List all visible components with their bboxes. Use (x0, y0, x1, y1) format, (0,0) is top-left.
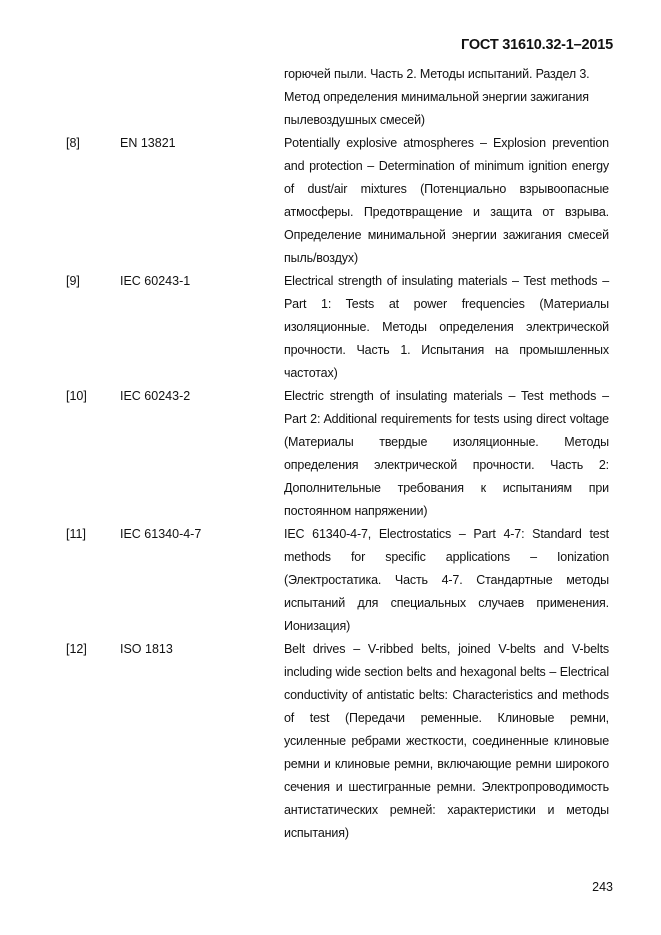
entry-standard-code: EN 13821 (120, 136, 176, 150)
entry-title: Electric strength of insulating materials – Test methods – Part 2: Additional requirements for tests using direct voltage (Материалы твердые изоляционные. Методы определения электрической прочности. Часть 2: Дополнительные требования к испытаниям при постоянном напряжении) (284, 389, 609, 518)
entry-standard-code: IEC 60243-1 (120, 274, 191, 288)
bibliography-entry (0, 270, 661, 385)
entry-number: [11] (66, 527, 86, 541)
entry-title-continued: горючей пыли. Часть 2. Методы испытаний. Раздел 3. Метод определения минимальной энергии зажигания пылевоздушных смесей) (284, 67, 590, 127)
entry-title: Electrical strength of insulating materials – Test methods – Part 1: Tests at power frequencies (Материалы изоляционные. Методы определения электрической прочности. Часть 1. Испытания на промышленных частотах) (284, 274, 609, 380)
entry-standard-code: ISO 1813 (120, 642, 173, 656)
bibliography-entry (0, 523, 661, 638)
entry-number: [10] (66, 389, 87, 403)
page-number: 243 (592, 880, 613, 894)
entry-title: Belt drives – V-ribbed belts, joined V-belts and V-belts including wide section belts and hexagonal belts – Electrical conductivity of antistatic belts: Characteristics and methods of test (Передачи ременные. Клиновые ремни, усиленные ребрами жесткости, соединенные клиновые ремни и клиновые ремни, включающие ремни широкого сечения и шестигранные ремни. Электропроводимость антистатических ремней: характеристики и методы испытания) (284, 642, 609, 840)
bibliography-entry (0, 385, 661, 523)
continued-entry (0, 63, 661, 132)
entry-standard-code: IEC 60243-2 (120, 389, 191, 403)
standard-designation: ГОСТ 31610.32-1–2015 (461, 37, 613, 53)
entry-number: [9] (66, 274, 80, 288)
entry-number: [8] (66, 136, 80, 150)
entry-number: [12] (66, 642, 87, 656)
bibliography-entry (0, 638, 661, 845)
entry-title: IEC 61340-4-7, Electrostatics – Part 4-7: Standard test methods for specific applications – Ionization (Электростатика. Часть 4-7. Стандартные методы испытаний для специальных случаев применения. Ионизация) (284, 527, 609, 633)
bibliography-list (0, 63, 661, 845)
bibliography-entry (0, 132, 661, 270)
entry-standard-code: IEC 61340-4-7 (120, 527, 202, 541)
entry-title: Potentially explosive atmospheres – Explosion prevention and protection – Determination of minimum ignition energy of dust/air mixtures (Потенциально взрывоопасные атмосферы. Предотвращение и защита от взрыва. Определение минимальной энергии зажигания смесей пыль/воздух) (284, 136, 609, 265)
